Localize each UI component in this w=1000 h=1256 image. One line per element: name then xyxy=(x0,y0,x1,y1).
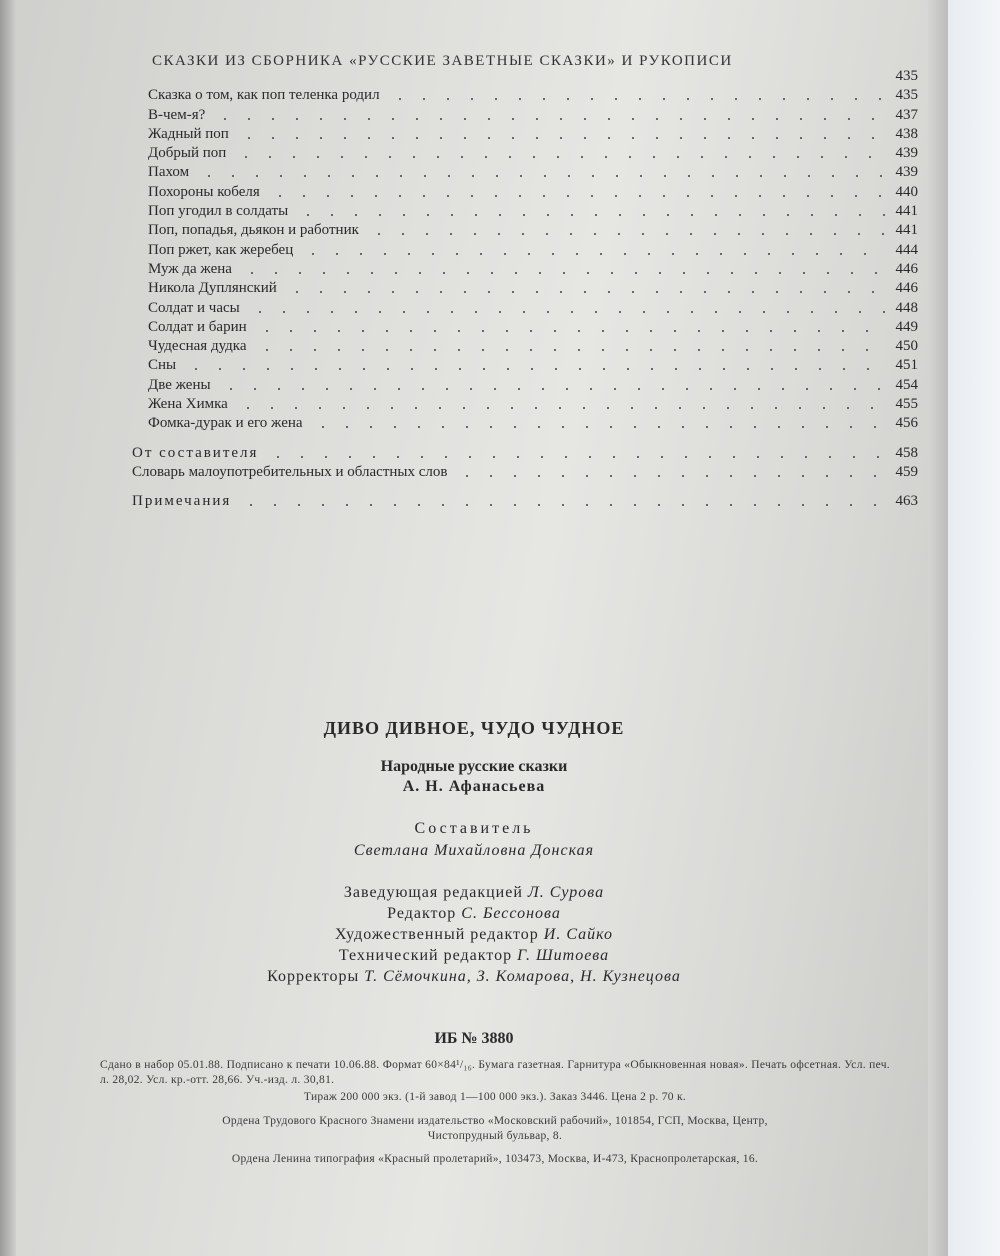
compiler-name: Светлана Михайловна Донская xyxy=(353,842,595,859)
toc-entry xyxy=(128,144,918,163)
leader-dots xyxy=(239,504,887,506)
credit-name: Т. Сёмочкина, З. Комарова, Н. Кузнецова xyxy=(364,968,681,985)
toc-entry-title: Поп ржет, как жеребец xyxy=(148,241,294,258)
leader-dots xyxy=(248,311,887,313)
toc-appendix xyxy=(128,444,918,483)
credit-role: Редактор xyxy=(387,905,457,922)
toc-entry-page: 454 xyxy=(895,376,918,393)
toc-entry-title: Две жены xyxy=(148,376,211,393)
leader-dots xyxy=(213,118,887,120)
credit-line xyxy=(0,884,948,902)
toc-entry-page: 458 xyxy=(895,444,918,461)
toc-entry-page: 435 xyxy=(895,87,918,104)
toc-entry-notes xyxy=(128,492,918,511)
toc-entry xyxy=(128,463,918,482)
credit-role: Технический редактор xyxy=(338,947,513,964)
toc-entries xyxy=(128,86,918,433)
scan-backing xyxy=(948,0,1000,1256)
credit-role: Корректоры xyxy=(267,968,360,985)
toc-entry-page: 437 xyxy=(895,106,918,123)
leader-dots xyxy=(311,426,887,428)
toc-entry-page: 450 xyxy=(895,338,918,355)
credit-role: Заведующая редакцией xyxy=(343,884,523,901)
compiler-label: Составитель xyxy=(414,820,534,837)
table-of-contents xyxy=(128,52,918,512)
toc-entry xyxy=(128,414,918,433)
publisher-line-1: Ордена Трудового Красного Знамени издательство «Московский рабочий», 101854, ГСП, Москва, Центр, xyxy=(222,1115,768,1127)
book-title: ДИВО ДИВНОЕ, ЧУДО ЧУДНОЕ xyxy=(323,718,625,738)
toc-entry-page: 439 xyxy=(895,145,918,162)
print-info-1: Сдано в набор 05.01.88. Подписано к печати 10.06.88. Формат 60×84¹/₁₆. Бумага газетная. Гарнитура «Обыкновенная новая». Печать офсетная. Усл. печ. л. 28,02. Усл. кр.-отт. 28,66. Уч.-изд. л. 30,81. xyxy=(100,1059,890,1086)
toc-entry-title: Жена Химка xyxy=(148,396,228,413)
toc-notes-title: Примечания xyxy=(132,493,232,510)
toc-entry-page: 455 xyxy=(895,396,918,413)
toc-entry xyxy=(128,260,918,279)
toc-entry-page: 459 xyxy=(895,463,918,480)
toc-entry-page: 441 xyxy=(895,203,918,220)
publisher-line-2: Чистопрудный бульвар, 8. xyxy=(427,1130,563,1142)
toc-entry xyxy=(128,106,918,125)
toc-entry-page: 444 xyxy=(895,241,918,258)
leader-dots xyxy=(236,407,887,409)
toc-entry-title: Поп, попадья, дьякон и работник xyxy=(148,222,359,239)
credit-name: Л. Сурова xyxy=(527,884,605,901)
toc-entry-page: 439 xyxy=(895,164,918,181)
leader-dots xyxy=(268,195,887,197)
leader-dots xyxy=(367,233,887,235)
leader-dots xyxy=(237,137,887,139)
leader-dots xyxy=(219,388,887,390)
toc-entry-title: Чудесная дудка xyxy=(148,338,247,355)
credit-name: С. Бессонова xyxy=(461,905,561,922)
toc-entry xyxy=(128,356,918,375)
toc-section-page: 435 xyxy=(895,68,918,84)
toc-entry-title: Сказка о том, как поп теленка родил xyxy=(148,87,380,104)
toc-entry-title: Жадный поп xyxy=(148,125,229,142)
credit-line xyxy=(0,968,948,986)
credit-line xyxy=(0,947,948,965)
toc-entry-page: 438 xyxy=(895,125,918,142)
ib-number: ИБ № 3880 xyxy=(434,1030,514,1047)
toc-entry-page: 451 xyxy=(895,357,918,374)
toc-entry-title: Солдат и часы xyxy=(148,299,240,316)
toc-entry xyxy=(128,163,918,182)
leader-dots xyxy=(296,214,887,216)
toc-entry xyxy=(128,221,918,240)
toc-entry-page: 441 xyxy=(895,222,918,239)
toc-entry xyxy=(128,299,918,318)
toc-entry xyxy=(128,183,918,202)
toc-entry xyxy=(128,376,918,395)
toc-entry-title: Добрый поп xyxy=(148,145,227,162)
toc-entry-page: 446 xyxy=(895,260,918,277)
toc-entry xyxy=(128,395,918,414)
credit-name: И. Сайко xyxy=(543,926,613,943)
toc-entry xyxy=(128,202,918,221)
toc-entry xyxy=(128,337,918,356)
toc-entry xyxy=(128,125,918,144)
toc-entry-page: 446 xyxy=(895,280,918,297)
toc-entry xyxy=(128,444,918,463)
page-edge xyxy=(928,0,948,1256)
toc-section-heading: СКАЗКИ ИЗ СБОРНИКА «РУССКИЕ ЗАВЕТНЫЕ СКАЗКИ» И РУКОПИСИ xyxy=(152,53,733,69)
toc-entry-title: Солдат и барин xyxy=(148,318,247,335)
leader-dots xyxy=(240,272,887,274)
leader-dots xyxy=(255,330,887,332)
leader-dots xyxy=(301,253,887,255)
toc-entry-title: Пахом xyxy=(148,164,190,181)
toc-entry-page: 440 xyxy=(895,183,918,200)
toc-entry-title: Никола Дуплянский xyxy=(148,280,277,297)
toc-entry-page: 456 xyxy=(895,415,918,432)
toc-entry-title: Словарь малоупотребительных и областных слов xyxy=(132,463,448,480)
toc-entry-title: Фомка-дурак и его жена xyxy=(148,415,303,432)
leader-dots xyxy=(234,156,887,158)
book-subtitle: Народные русские сказки xyxy=(380,758,568,775)
toc-entry xyxy=(128,318,918,337)
toc-entry-title: От составителя xyxy=(132,444,259,461)
book-author: А. Н. Афанасьева xyxy=(402,778,546,795)
toc-entry-title: В-чем-я? xyxy=(148,106,206,123)
leader-dots xyxy=(388,98,887,100)
credit-line xyxy=(0,926,948,944)
toc-entry-title: Похороны кобеля xyxy=(148,183,260,200)
leader-dots xyxy=(285,291,887,293)
print-info-2: Тираж 200 000 экз. (1-й завод 1—100 000 экз.). Заказ 3446. Цена 2 р. 70 к. xyxy=(303,1091,687,1103)
toc-entry-page: 449 xyxy=(895,318,918,335)
credit-name: Г. Шитоева xyxy=(517,947,610,964)
printer-line: Ордена Ленина типография «Красный пролетарий», 103473, Москва, И-473, Краснопролетарская, 16. xyxy=(231,1153,759,1165)
leader-dots xyxy=(197,175,887,177)
leader-dots xyxy=(455,475,887,477)
toc-entry xyxy=(128,241,918,260)
toc-entry-title: Сны xyxy=(148,357,177,374)
credit-line xyxy=(0,905,948,923)
toc-entry-title: Муж да жена xyxy=(148,260,232,277)
toc-entry-title: Поп угодил в солдаты xyxy=(148,203,289,220)
toc-entry-page: 448 xyxy=(895,299,918,316)
credit-role: Художественный редактор xyxy=(334,926,539,943)
leader-dots xyxy=(184,368,887,370)
toc-entry xyxy=(128,279,918,298)
page-gutter-shadow xyxy=(0,0,16,1256)
leader-dots xyxy=(266,456,887,458)
leader-dots xyxy=(255,349,887,351)
toc-entry xyxy=(128,86,918,105)
toc-notes-page: 463 xyxy=(895,493,918,510)
